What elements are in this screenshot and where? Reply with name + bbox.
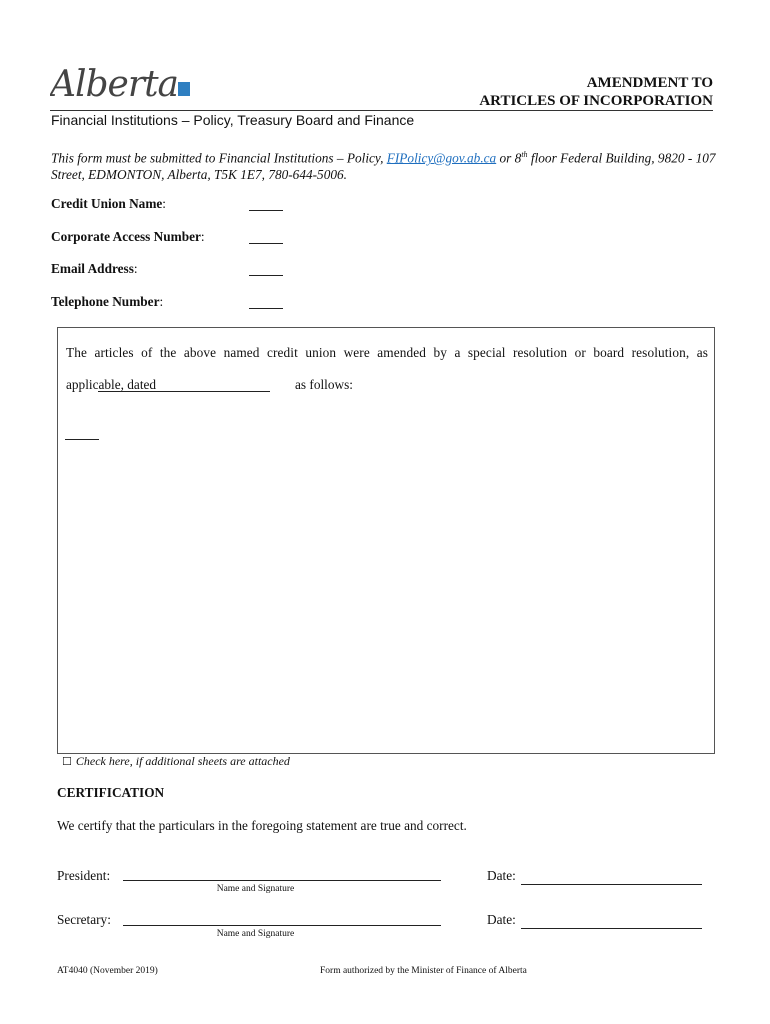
alberta-logo	[50, 60, 195, 106]
president-date-field[interactable]	[521, 884, 702, 885]
form-authority: Form authorized by the Minister of Finance of Alberta	[320, 966, 527, 976]
corporate-access-number-label: Corporate Access Number:	[51, 229, 205, 244]
certification-heading: CERTIFICATION	[57, 785, 165, 800]
svg-text:Alberta: Alberta	[50, 64, 178, 105]
amendment-details-field[interactable]	[65, 439, 99, 440]
secretary-label: Secretary:	[57, 912, 111, 927]
secretary-signature-caption: Name and Signature	[216, 929, 295, 939]
intro-part3: floor Federal Building, 9820 - 107 Street, EDMONTON, Alberta, T5K 1E7, 780-644-5006.	[51, 150, 716, 183]
credit-union-name-field[interactable]	[249, 209, 283, 211]
form-title	[479, 74, 713, 110]
email-address-label: Email Address:	[51, 261, 138, 276]
certification-statement: We certify that the particulars in the foregoing statement are true and correct.	[57, 818, 467, 833]
secretary-date-field[interactable]	[521, 928, 702, 929]
email-link[interactable]: FIPolicy@gov.ab.ca	[386, 150, 497, 166]
additional-sheets-label: Check here, if additional sheets are attached	[75, 754, 290, 768]
as-follows-label: as follows:	[295, 377, 353, 392]
header-divider	[50, 110, 713, 111]
intro-part2: or 8	[496, 150, 522, 166]
form-title-line2: ARTICLES OF INCORPORATION	[479, 93, 713, 109]
secretary-date-label: Date:	[487, 912, 516, 927]
amendment-date-field[interactable]	[98, 391, 270, 392]
president-signature-caption: Name and Signature	[216, 884, 295, 894]
email-address-field[interactable]	[249, 274, 283, 276]
telephone-number-field[interactable]	[249, 307, 283, 309]
telephone-number-label: Telephone Number:	[51, 294, 164, 309]
department-name: Financial Institutions – Policy, Treasury Board and Finance	[51, 112, 415, 128]
additional-sheets-row	[62, 754, 290, 769]
form-title-line1: AMENDMENT TO	[586, 75, 713, 91]
corporate-access-number-field[interactable]	[249, 242, 283, 244]
president-label: President:	[57, 868, 111, 883]
secretary-signature-field[interactable]	[123, 925, 441, 926]
president-date-label: Date:	[487, 868, 516, 883]
intro-superscript: th	[521, 150, 528, 159]
additional-sheets-checkbox[interactable]: ☐	[62, 755, 72, 768]
intro-part1: This form must be submitted to Financial Institutions – Policy,	[51, 150, 387, 166]
credit-union-name-label: Credit Union Name:	[51, 196, 166, 211]
applicable-dated-label: applicable, dated	[66, 377, 157, 392]
form-identifier: AT4040 (November 2019)	[57, 966, 158, 976]
president-signature-field[interactable]	[123, 880, 441, 881]
submission-instructions	[51, 146, 716, 183]
amendment-statement: The articles of the above named credit union were amended by a special resolution or board resolution, as	[66, 345, 708, 360]
